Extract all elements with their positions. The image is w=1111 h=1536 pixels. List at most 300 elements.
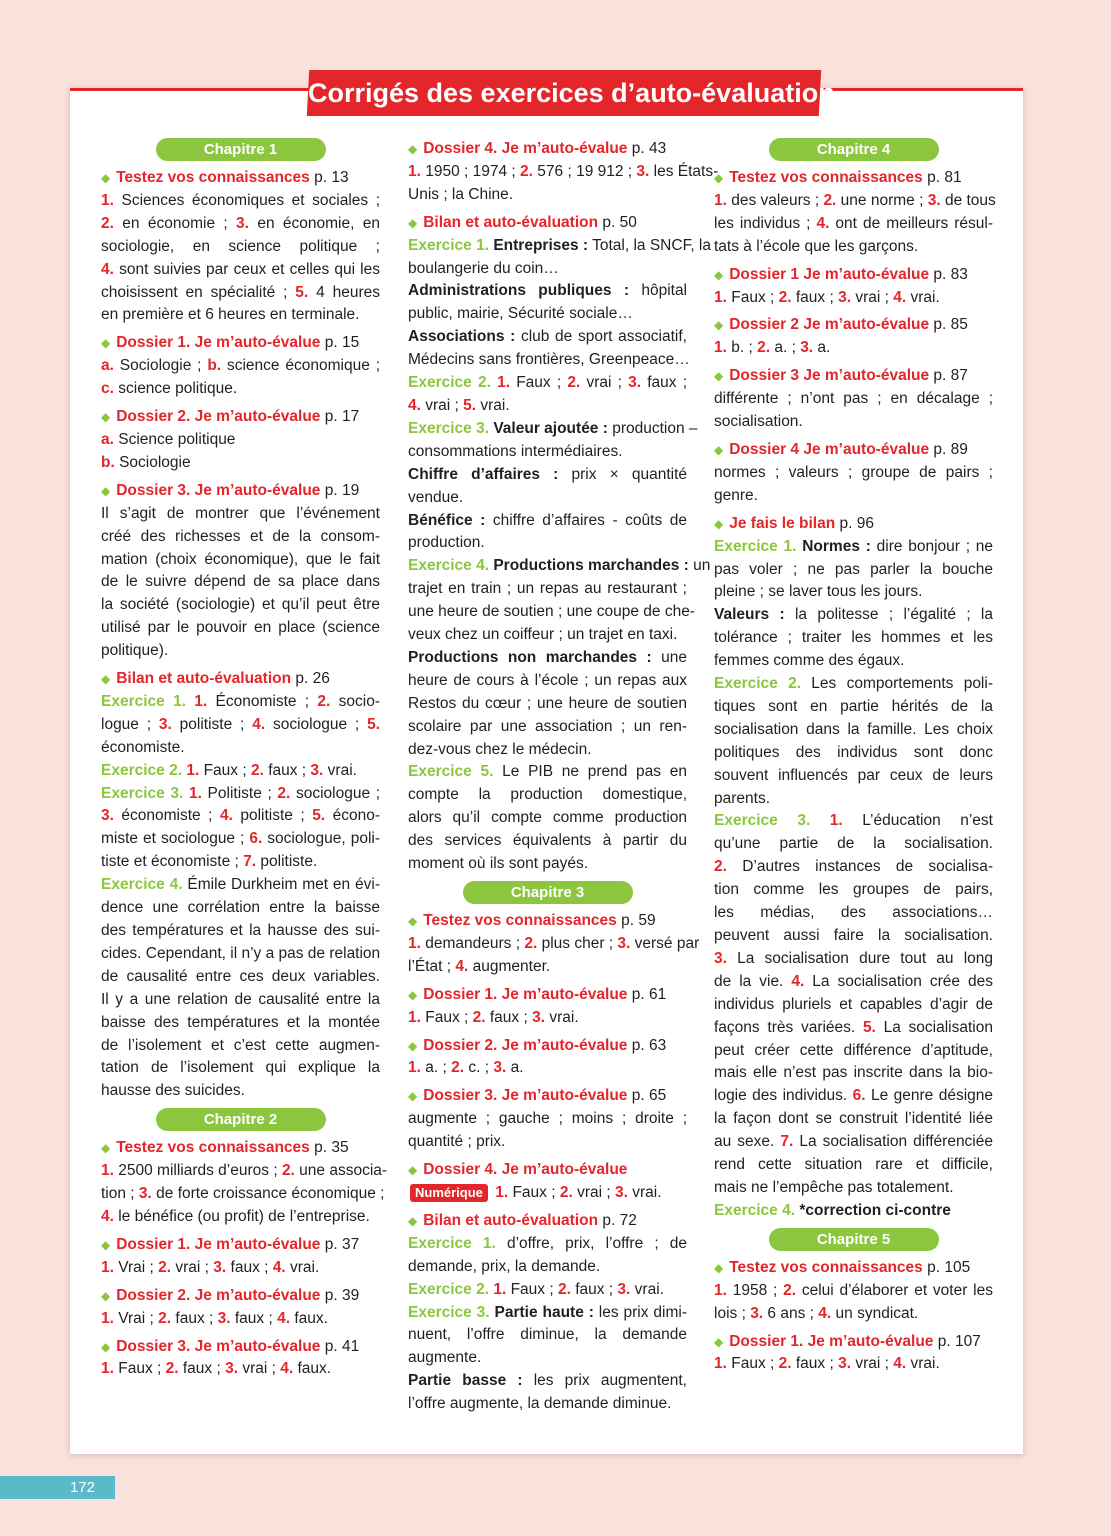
answer-section [101, 1137, 388, 1229]
answer-number: 2. [158, 1258, 172, 1276]
section-heading [101, 1336, 380, 1359]
answer-line: b. Sociologie [101, 453, 191, 471]
answer-line: 1. 1958 ; 2. celui d’élaborer et voter les [714, 1281, 993, 1299]
answer-line: économiste. [101, 738, 185, 756]
answer-number: 4. [101, 260, 114, 278]
section-heading [101, 1234, 380, 1257]
answer-section [408, 138, 719, 207]
answer-line: sociologie, en science politique ; [101, 237, 380, 255]
answer-number: 4. [455, 957, 469, 975]
page-ref: p. 19 [320, 481, 360, 499]
bold-term: Valeur ajoutée : [493, 419, 608, 437]
answer-number: 1. [101, 1360, 114, 1378]
page-ref: p. 107 [933, 1332, 981, 1350]
chapter-pill: Chapitre 1 [156, 138, 326, 161]
answer-number: 4. [893, 1355, 907, 1373]
exercise-label: Exercice 3. [408, 1303, 490, 1321]
answer-line: mais ne l’empêche pas totalement. [714, 1178, 954, 1196]
answer-number: 3. [158, 715, 172, 733]
answer-number: 3. [532, 1008, 546, 1026]
column-3 [714, 138, 996, 1381]
answer-section [101, 1285, 380, 1331]
answer-line: compte la production domestique, [408, 786, 687, 804]
answer-number: 2. [101, 214, 114, 232]
answer-line: augmente ; gauche ; moins ; droite ; [408, 1110, 687, 1128]
page-ref: p. 26 [291, 670, 330, 688]
answer-number: 5. [367, 715, 380, 733]
answer-line: Valeurs : la politesse ; l’égalité ; la [714, 606, 993, 624]
section-title: Dossier 4. Je m’auto-évalue [423, 140, 628, 157]
answer-line: veux chez un coiffeur ; un trajet en taxi. [408, 626, 678, 644]
answer-line: Il y a une relation de causalité entre la [101, 990, 380, 1008]
answer-line: 4. vrai ; 5. vrai. [408, 396, 510, 414]
answer-number: 3. [750, 1304, 764, 1322]
answer-number: 2. [783, 1281, 797, 1299]
answer-line: politiques des individus sont donc [714, 743, 993, 761]
answer-number: 1. [101, 1162, 114, 1180]
page-ref: p. 15 [320, 334, 360, 352]
answer-line: Exercice 2. 1. Faux ; 2. faux ; 3. vrai. [101, 761, 357, 779]
answer-number: 1. [408, 1059, 421, 1077]
answer-line: trajet en train ; un repas au restaurant ; [408, 580, 687, 598]
diamond-icon: ◆ [101, 1141, 111, 1156]
answer-line: Exercice 4. Émile Durkheim met en évi- [101, 876, 381, 894]
answer-line: Exercice 5. Le PIB ne prend pas en [408, 763, 687, 781]
bold-term: Productions non marchandes : [408, 648, 652, 666]
section-heading [101, 332, 380, 355]
page-ref: p. 37 [320, 1235, 360, 1253]
section-title: Dossier 3. Je m’auto-évalue [116, 481, 321, 499]
answer-line: l’offre augmente, la demande diminue. [408, 1395, 672, 1413]
page-ref: p. 50 [598, 213, 637, 231]
exercise-label: Exercice 3. [408, 419, 490, 437]
answer-number: 1. [714, 288, 727, 306]
answer-line: 1. demandeurs ; 2. plus cher ; 3. versé par [408, 934, 700, 952]
answer-line: Exercice 3. 1. Politiste ; 2. sociologue ; [101, 784, 381, 802]
answer-line: nuent, l’offre diminue, la demande [408, 1326, 687, 1344]
exercise-label: Exercice 2. [408, 374, 491, 392]
diamond-icon: ◆ [101, 1339, 111, 1354]
section-heading [408, 1159, 687, 1182]
section-title: Dossier 1. Je m’auto-évalue [116, 334, 321, 352]
answer-number: 3. [217, 1309, 231, 1327]
answer-line: femmes comme des égaux. [714, 652, 905, 670]
section-title: Bilan et auto-évaluation [423, 213, 599, 231]
answer-number: 1. [408, 1008, 421, 1026]
exercise-label: Exercice 2. [408, 1280, 490, 1298]
bold-term: Valeurs : [714, 606, 785, 624]
section-heading [408, 1085, 687, 1108]
answer-line: la façon dont se construit l’identité liée [714, 1110, 993, 1128]
answer-number: 4. [252, 715, 266, 733]
bold-term: Entreprises : [493, 236, 589, 254]
page-ref: p. 59 [616, 912, 656, 929]
exercise-label: Exercice 1. [714, 537, 797, 555]
answer-line: tiste et économiste ; 7. politiste. [101, 853, 318, 871]
answer-section [101, 406, 380, 475]
answer-section [408, 212, 711, 876]
answer-number: a. [101, 430, 114, 448]
section-heading [714, 1257, 993, 1280]
column-2 [408, 138, 719, 1421]
chapter-pill: Chapitre 4 [769, 138, 939, 161]
answer-line: Exercice 3. 1. L’éducation n’est [714, 812, 993, 830]
answer-number: 6. [852, 1087, 866, 1105]
answer-line: Il s’agit de montrer que l’événement [101, 504, 380, 522]
answer-number: 6. [249, 830, 263, 848]
answer-number: 1. [408, 934, 421, 952]
answer-line: Restos du cœur ; une heure de soutien [408, 694, 687, 712]
answer-number: 4. [101, 1207, 114, 1225]
section-heading [714, 365, 993, 388]
section-heading [714, 264, 993, 287]
answer-number: 4. [816, 214, 830, 232]
answer-line: normes ; valeurs ; groupe de pairs ; [714, 463, 993, 481]
numerique-badge: Numérique [410, 1184, 488, 1202]
answer-number: 7. [243, 853, 257, 871]
answer-section [408, 1210, 687, 1416]
answer-line: logie des individus. 6. Le genre désigne [714, 1087, 993, 1105]
section-heading [101, 1285, 380, 1308]
answer-number: 1. [101, 1309, 114, 1327]
section-heading [714, 314, 993, 337]
answer-number: 5. [295, 283, 309, 301]
answer-line: scolaire par une association ; un ren- [408, 717, 687, 735]
answer-section [101, 332, 380, 401]
exercise-label: Exercice 4. [101, 876, 183, 894]
answer-number: 1. [714, 1281, 727, 1299]
page-ref: p. 63 [627, 1036, 667, 1054]
answer-line: de l’isolement et c’est cette augmen- [101, 1036, 380, 1054]
answer-number: 1. [188, 784, 202, 802]
section-heading [714, 439, 993, 462]
answer-line: politique). [101, 642, 169, 660]
answer-line: 1. 2500 milliards d’euros ; 2. une associa- [101, 1162, 388, 1180]
answer-number: 2. [520, 162, 533, 180]
answer-line: public, mairie, Sécurité sociale… [408, 305, 633, 323]
answer-number: 1. [714, 191, 727, 209]
answer-line: vendue. [408, 488, 464, 506]
diamond-icon: ◆ [408, 1213, 418, 1228]
answer-line: créé des richesses et de la consom- [101, 527, 380, 545]
answer-number: 2. [524, 934, 538, 952]
diamond-icon: ◆ [101, 336, 111, 351]
diamond-icon: ◆ [408, 215, 418, 230]
answer-number: a. [101, 357, 114, 375]
answer-line: des services équivalents à partir du [408, 832, 687, 850]
answer-line: 1. Vrai ; 2. faux ; 3. faux ; 4. faux. [101, 1309, 328, 1327]
section-heading [408, 1035, 687, 1058]
answer-number: 1. [101, 191, 114, 209]
page-ref: p. 17 [320, 408, 360, 426]
answer-line: Exercice 1. Normes : dire bonjour ; ne [714, 537, 994, 555]
bold-term: Partie basse : [408, 1372, 523, 1390]
answer-line: tats à l’école que les garçons. [714, 237, 919, 255]
answer-line: a. Science politique [101, 430, 236, 448]
answer-number: 2. [757, 339, 771, 357]
answer-number: 3. [617, 934, 631, 952]
answer-line: 2. D’autres instances de socialisa- [714, 858, 993, 876]
answer-line: utilisé par le pouvoir en place (science [101, 619, 380, 637]
answer-section [408, 1159, 687, 1205]
answer-number: b. [101, 453, 115, 471]
bold-term: *correction ci-contre [799, 1201, 951, 1219]
answer-line: 1. Faux ; 2. faux ; 3. vrai ; 4. vrai. [714, 288, 940, 306]
answer-line: production. [408, 534, 485, 552]
answer-number: 2. [567, 374, 581, 392]
answer-section [408, 910, 700, 979]
answer-line: de la vie. 4. La socialisation crée des [714, 972, 993, 990]
answer-line: a. Sociologie ; b. science économique ; [101, 357, 381, 375]
page-title: Corrigés des exercices d’auto-évaluation [307, 70, 821, 116]
exercise-label: Exercice 3. [714, 812, 811, 830]
answer-number: 7. [780, 1133, 794, 1151]
answer-line: une heure de soutien ; une coupe de che- [408, 603, 695, 621]
answer-line: pas voler ; ne pas parler la bouche [714, 560, 993, 578]
answer-number: 2. [557, 1280, 571, 1298]
answer-number: 4. [791, 972, 805, 990]
answer-line: tion ; 3. de forte croissance économique ; [101, 1185, 385, 1203]
answer-line: alors qu’il compte comme production [408, 809, 687, 827]
answer-key-card [70, 78, 1023, 1454]
section-heading [101, 406, 380, 429]
answer-line: socialisation dans la famille. Les choix [714, 720, 993, 738]
answer-line: la société (sociologie) et qu’il peut être [101, 596, 380, 614]
column-1 [101, 138, 388, 1386]
answer-line: choisissent en spécialité ; 5. 4 heures [101, 283, 380, 301]
answer-number: 2. [165, 1360, 179, 1378]
answer-section [408, 984, 687, 1030]
section-heading [714, 1331, 993, 1354]
answer-number: 2. [559, 1183, 573, 1201]
exercise-label: Exercice 1. [408, 236, 490, 254]
page-ref: p. 96 [835, 514, 874, 532]
answer-number: 4. [277, 1309, 291, 1327]
page-ref: p. 13 [309, 169, 349, 186]
section-title: Dossier 3 Je m’auto-évalue [729, 367, 930, 385]
answer-line: baisse des températures et la montée [101, 1013, 380, 1031]
answer-line: Unis ; la Chine. [408, 185, 514, 203]
section-title: Dossier 3. Je m’auto-évalue [423, 1087, 628, 1105]
answer-number: 1. [495, 1183, 509, 1201]
page-ref: p. 87 [929, 367, 968, 385]
answer-number: 4. [818, 1304, 832, 1322]
page-ref: p. 43 [627, 140, 667, 157]
page-ref: p. 89 [929, 440, 968, 458]
answer-line: Bénéfice : chiffre d’affaires - coûts de [408, 511, 687, 529]
page-number: 172 [0, 1476, 115, 1499]
answer-number: 3. [838, 288, 852, 306]
answer-line: cides. Cependant, il n’y a pas de relation [101, 944, 381, 962]
answer-line: en première et 6 heures en terminale. [101, 306, 360, 324]
answer-line: 1. Vrai ; 2. vrai ; 3. faux ; 4. vrai. [101, 1258, 320, 1276]
answer-number: 1. [101, 1258, 114, 1276]
answer-section [714, 264, 993, 310]
answer-line: tolérance ; traiter les hommes et les [714, 629, 993, 647]
answer-section [714, 513, 993, 1223]
answer-line: moment où ils sont payés. [408, 855, 589, 873]
answer-section [101, 167, 380, 327]
section-heading [408, 984, 687, 1007]
answer-number: 3. [800, 339, 814, 357]
answer-line: Exercice 1. 1. Économiste ; 2. socio- [101, 692, 380, 710]
diamond-icon: ◆ [408, 1089, 418, 1104]
answer-line: Exercice 3. Valeur ajoutée : production – [408, 419, 698, 437]
exercise-label: Exercice 3. [101, 784, 184, 802]
answer-section [714, 365, 993, 434]
section-title: Dossier 2. Je m’auto-évalue [116, 1286, 321, 1304]
answer-number: 4. [280, 1360, 294, 1378]
answer-line: 4. le bénéfice (ou profit) de l’entreprise. [101, 1207, 370, 1225]
section-heading [101, 1137, 380, 1160]
diamond-icon: ◆ [101, 1288, 111, 1303]
answer-line: de causalité entre ces deux variables. [101, 967, 380, 985]
section-title: Dossier 1. Je m’auto-évalue [116, 1235, 321, 1253]
answer-line: Exercice 3. Partie haute : les prix dimi- [408, 1303, 687, 1321]
answer-number: 3. [628, 374, 642, 392]
answer-number: 3. [213, 1258, 227, 1276]
page-ref: p. 83 [929, 265, 968, 283]
answer-line: mation (choix économique), que le fait [101, 550, 380, 568]
answer-line: heure de cours à l’école ; un repas aux [408, 671, 687, 689]
exercise-label: Exercice 2. [101, 761, 183, 779]
diamond-icon: ◆ [408, 142, 418, 156]
answer-line: Chiffre d’affaires : prix × quantité [408, 465, 687, 483]
bold-term: Administrations publiques : [408, 282, 629, 300]
chapter-pill: Chapitre 5 [769, 1228, 939, 1251]
answer-number: 2. [472, 1008, 486, 1026]
section-title: Dossier 2. Je m’auto-évalue [116, 408, 321, 426]
answer-number: 5. [312, 807, 326, 825]
answer-line: 1. Sciences économiques et sociales ; [101, 191, 380, 209]
page-ref: p. 72 [598, 1211, 637, 1229]
answer-number: 1. [829, 812, 843, 830]
page-ref: p. 65 [627, 1087, 667, 1105]
diamond-icon: ◆ [101, 410, 111, 425]
bold-term: Partie haute : [494, 1303, 594, 1321]
chapter-pill: Chapitre 2 [156, 1108, 326, 1131]
answer-section [714, 439, 993, 508]
answer-line: Exercice 2. Les comportements poli- [714, 675, 993, 693]
answer-number: 3. [714, 949, 727, 967]
answer-line: 2. en économie ; 3. en économie, en [101, 214, 380, 232]
answer-line: peut créer cette différence d’aptitude, [714, 1041, 993, 1059]
answer-section [714, 167, 996, 259]
answer-number: 1. [194, 692, 208, 710]
answer-line: l’État ; 4. augmenter. [408, 957, 551, 975]
answer-line: demande, prix, la demande. [408, 1257, 601, 1275]
answer-number: 3. [617, 1280, 631, 1298]
answer-number: 3. [927, 191, 941, 209]
answer-line: tion comme les groupes de pairs, [714, 881, 993, 899]
page-ref: p. 35 [309, 1139, 349, 1157]
exercise-label: Exercice 1. [408, 1234, 496, 1252]
answer-line: les médias, des associations… [714, 904, 993, 922]
diamond-icon: ◆ [714, 516, 724, 531]
answer-number: 4. [272, 1258, 286, 1276]
section-heading [408, 910, 687, 933]
section-title: Dossier 2. Je m’auto-évalue [423, 1036, 628, 1054]
page-ref: p. 105 [922, 1258, 971, 1276]
section-heading [101, 668, 380, 691]
answer-line: boulangerie du coin… [408, 259, 559, 277]
bold-term: Bénéfice : [408, 511, 486, 529]
diamond-icon: ◆ [101, 672, 111, 687]
answer-number: 3. [493, 1059, 507, 1077]
bold-term: Normes : [802, 537, 871, 555]
diamond-icon: ◆ [714, 1260, 724, 1275]
exercise-label: Exercice 5. [408, 763, 494, 781]
answer-number: 3. [310, 761, 324, 779]
answer-number: 1. [493, 1280, 507, 1298]
answer-line: mais elle n’est pas inscrite dans la bio- [714, 1064, 993, 1082]
answer-number: 1. [408, 162, 421, 180]
answer-line: Partie basse : les prix augmentent, [408, 1372, 687, 1390]
diamond-icon: ◆ [408, 914, 418, 928]
answer-number: 1. [186, 761, 200, 779]
answer-number: 3. [636, 162, 650, 180]
answer-line: Exercice 1. d’offre, prix, l’offre ; de [408, 1234, 687, 1252]
answer-line: augmente. [408, 1349, 482, 1367]
answer-line: dence une corrélation entre la baisse [101, 899, 380, 917]
section-heading [408, 1210, 687, 1233]
answer-number: 2. [778, 288, 792, 306]
answer-line: Exercice 2. 1. Faux ; 2. vrai ; 3. faux ; [408, 374, 687, 392]
diamond-icon: ◆ [408, 987, 418, 1002]
answer-number: 1. [714, 1355, 727, 1373]
answer-number: 3. [138, 1185, 152, 1203]
diamond-icon: ◆ [101, 1237, 111, 1252]
answer-number: 2. [277, 784, 291, 802]
answer-number: 3. [236, 214, 249, 232]
section-title: Dossier 3. Je m’auto-évalue [116, 1337, 321, 1355]
section-title: Dossier 4 Je m’auto-évalue [729, 440, 930, 458]
section-heading [101, 480, 380, 503]
exercise-label: Exercice 1. [101, 692, 186, 710]
answer-line: miste et sociologue ; 6. sociologue, poli- [101, 830, 380, 848]
answer-line: 1. Faux ; 2. faux ; 3. vrai ; 4. faux. [101, 1360, 332, 1378]
answer-line: 3. économiste ; 4. politiste ; 5. écono- [101, 807, 380, 825]
page-ref: p. 81 [922, 169, 962, 186]
answer-line: différente ; n’ont pas ; en décalage ; [714, 390, 993, 408]
section-title: Je fais le bilan [729, 514, 836, 532]
answer-section [408, 1085, 687, 1154]
answer-section [101, 480, 380, 663]
bold-term: Associations : [408, 328, 516, 346]
answer-section [714, 1331, 993, 1377]
answer-number: 1. [497, 374, 511, 392]
answer-number: 5. [463, 396, 477, 414]
answer-number: 2. [281, 1162, 295, 1180]
answer-line: 1. a. ; 2. c. ; 3. a. [408, 1059, 524, 1077]
answer-number: 4. [893, 288, 907, 306]
answer-section [101, 668, 380, 1103]
page-ref: p. 61 [627, 985, 667, 1003]
answer-number: 3. [838, 1355, 852, 1373]
page-ref: p. 41 [320, 1337, 360, 1355]
diamond-icon: ◆ [714, 1334, 724, 1349]
section-title: Testez vos connaissances [423, 912, 617, 929]
answer-number: 2. [158, 1309, 172, 1327]
answer-section [714, 314, 993, 360]
diamond-icon: ◆ [714, 267, 724, 282]
answer-line: Exercice 4. Productions marchandes : un [408, 557, 711, 575]
section-title: Testez vos connaissances [116, 169, 310, 186]
answer-line: Médecins sans frontières, Greenpeace… [408, 351, 690, 369]
section-title: Bilan et auto-évaluation [423, 1211, 599, 1229]
diamond-icon: ◆ [101, 483, 111, 498]
answer-line: dez-vous chez le médecin. [408, 740, 592, 758]
